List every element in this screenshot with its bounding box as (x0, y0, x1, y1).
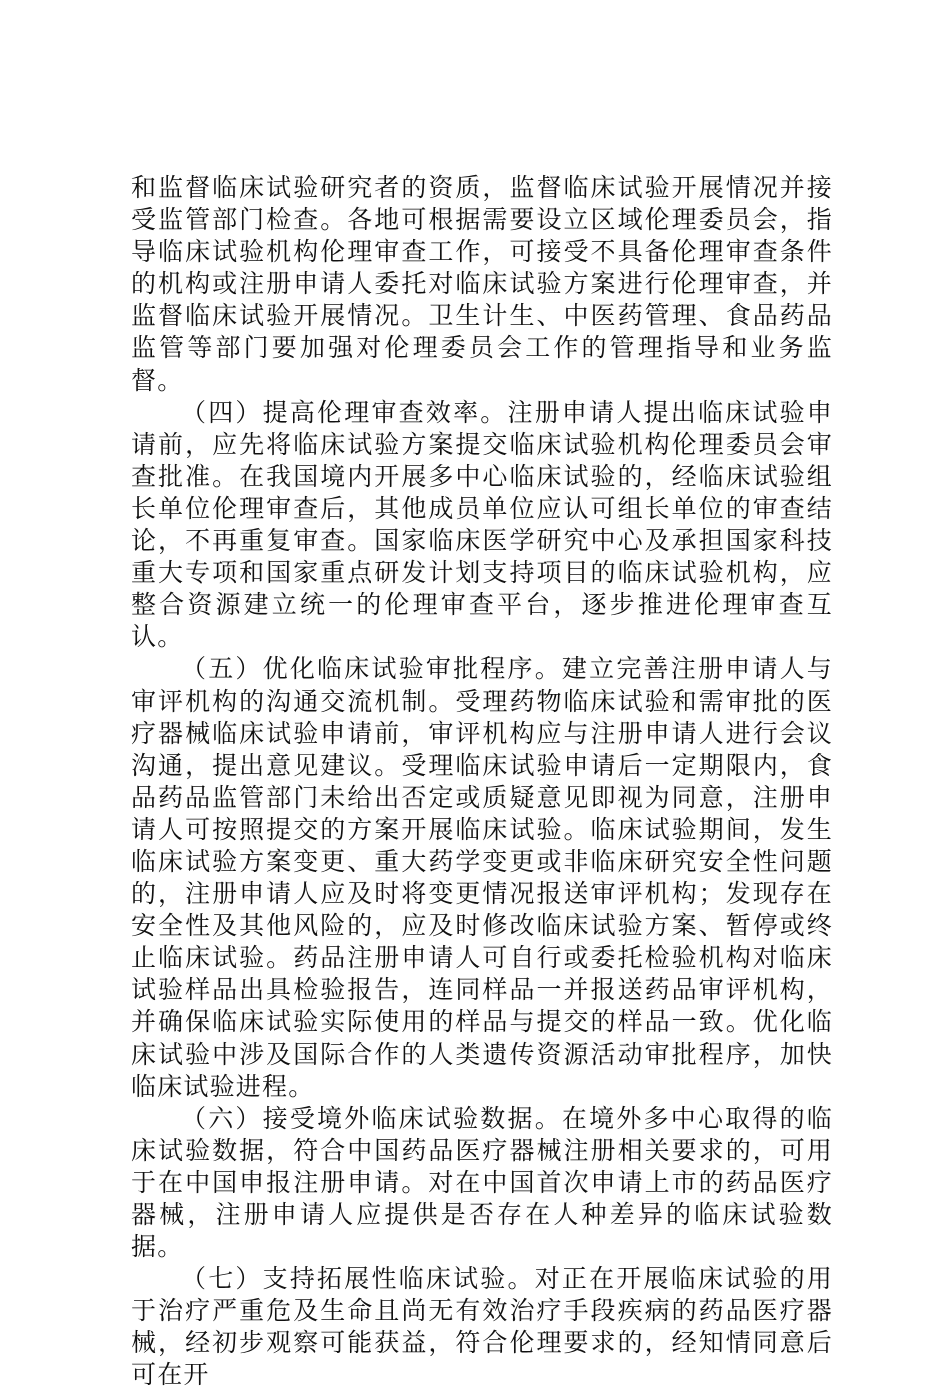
paragraph-section-6: （六）接受境外临床试验数据。在境外多中心取得的临床试验数据，符合中国药品医疗器械注册相关要求的，可用于在中国申报注册申请。对在中国首次申请上市的药品医疗器械，注册申请人应提供是否存在人种差异的临床试验数据。 (131, 1103, 833, 1262)
paragraph-continuation: 和监督临床试验研究者的资质，监督临床试验开展情况并接受监管部门检查。各地可根据需要设立区域伦理委员会，指导临床试验机构伦理审查工作，可接受不具备伦理审查条件的机构或注册申请人委托对临床试验方案进行伦理审查，并监督临床试验开展情况。卫生计生、中医药管理、食品药品监管等部门要加强对伦理委员会工作的管理指导和业务监督。 (131, 173, 833, 395)
paragraph-section-5: （五）优化临床试验审批程序。建立完善注册申请人与审评机构的沟通交流机制。受理药物临床试验和需审批的医疗器械临床试验申请前，审评机构应与注册申请人进行会议沟通，提出意见建议。受理临床试验申请后一定期限内，食品药品监管部门未给出否定或质疑意见即视为同意，注册申请人可按照提交的方案开展临床试验。临床试验期间，发生临床试验方案变更、重大药学变更或非临床研究安全性问题的，注册申请人应及时将变更情况报送审评机构；发现存在安全性及其他风险的，应及时修改临床试验方案、暂停或终止临床试验。药品注册申请人可自行或委托检验机构对临床试验样品出具检验报告，连同样品一并报送药品审评机构，并确保临床试验实际使用的样品与提交的样品一致。优化临床试验中涉及国际合作的人类遗传资源活动审批程序，加快临床试验进程。 (131, 654, 833, 1101)
paragraph-section-7: （七）支持拓展性临床试验。对正在开展临床试验的用于治疗严重危及生命且尚无有效治疗手段疾病的药品医疗器械，经初步观察可能获益，符合伦理要求的，经知情同意后可在开 (131, 1264, 833, 1390)
document-body (131, 172, 833, 1392)
paragraph-section-4: （四）提高伦理审查效率。注册申请人提出临床试验申请前，应先将临床试验方案提交临床试验机构伦理委员会审查批准。在我国境内开展多中心临床试验的，经临床试验组长单位伦理审查后，其他成员单位应认可组长单位的审查结论，不再重复审查。国家临床医学研究中心及承担国家科技重大专项和国家重点研发计划支持项目的临床试验机构，应整合资源建立统一的伦理审查平台，逐步推进伦理审查互认。 (131, 397, 833, 652)
